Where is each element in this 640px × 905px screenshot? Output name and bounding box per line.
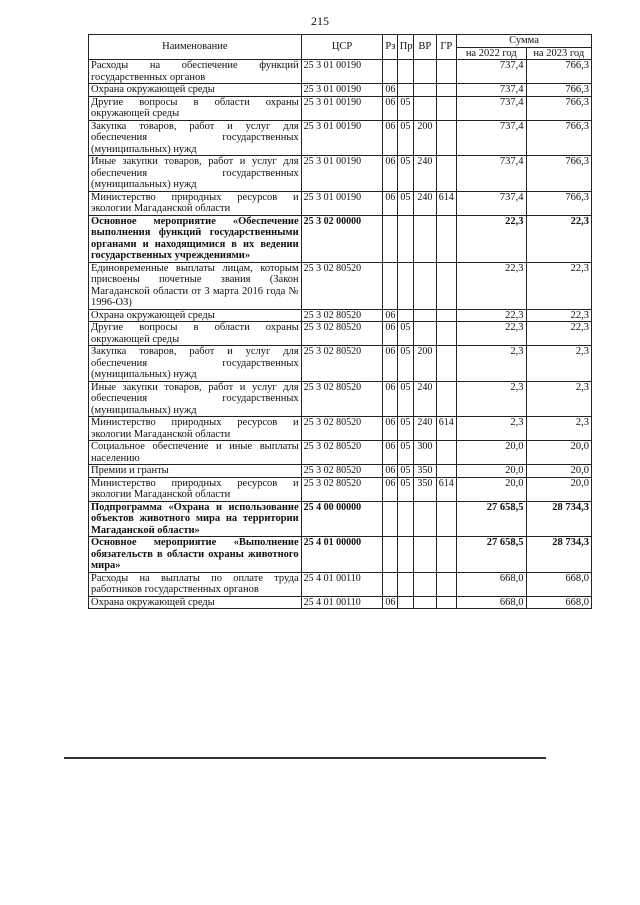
row-name: Расходы на выплаты по оплате труда работников государственных органов: [89, 572, 302, 596]
table-row: [89, 441, 592, 465]
table-row: [89, 120, 592, 156]
row-pr: 05: [397, 120, 413, 156]
row-gr: 614: [436, 191, 456, 215]
row-sum-2023: 2,3: [526, 381, 591, 417]
row-pr: [397, 60, 413, 84]
row-pr: 05: [397, 346, 413, 382]
row-csr: 25 3 02 80520: [301, 441, 383, 465]
row-pr: 05: [397, 322, 413, 346]
row-vr: 300: [414, 441, 436, 465]
row-pr: [397, 537, 413, 573]
table-row: [89, 477, 592, 501]
row-gr: [436, 262, 456, 309]
row-sum-2022: 737,4: [457, 120, 527, 156]
row-csr: 25 3 02 80520: [301, 322, 383, 346]
row-rz: 06: [383, 120, 397, 156]
row-name: Расходы на обеспечение функций государственных органов: [89, 60, 302, 84]
row-sum-2023: 28 734,3: [526, 537, 591, 573]
row-sum-2022: 27 658,5: [457, 501, 527, 537]
row-csr: 25 3 02 80520: [301, 417, 383, 441]
table-row: [89, 596, 592, 609]
row-pr: [397, 262, 413, 309]
table-row: [89, 215, 592, 262]
row-rz: [383, 572, 397, 596]
row-csr: 25 3 02 80520: [301, 346, 383, 382]
header-pr: Пр: [397, 35, 413, 60]
table-row: [89, 156, 592, 192]
row-vr: [414, 215, 436, 262]
row-rz: 06: [383, 84, 397, 97]
row-gr: [436, 96, 456, 120]
row-sum-2023: 20,0: [526, 441, 591, 465]
row-gr: [436, 60, 456, 84]
row-sum-2023: 22,3: [526, 309, 591, 322]
row-pr: [397, 309, 413, 322]
row-rz: 06: [383, 309, 397, 322]
row-sum-2023: 2,3: [526, 417, 591, 441]
row-vr: [414, 84, 436, 97]
row-csr: 25 3 02 80520: [301, 381, 383, 417]
row-csr: 25 3 01 00190: [301, 60, 383, 84]
row-gr: [436, 215, 456, 262]
table-row: [89, 346, 592, 382]
row-sum-2022: 737,4: [457, 156, 527, 192]
row-pr: [397, 84, 413, 97]
row-csr: 25 3 01 00190: [301, 84, 383, 97]
row-sum-2023: 22,3: [526, 262, 591, 309]
header-csr: ЦСР: [301, 35, 383, 60]
row-vr: 240: [414, 156, 436, 192]
row-sum-2023: 22,3: [526, 322, 591, 346]
row-csr: 25 3 01 00190: [301, 120, 383, 156]
row-sum-2022: 22,3: [457, 309, 527, 322]
row-rz: 06: [383, 381, 397, 417]
footer-divider: [64, 757, 546, 759]
row-rz: [383, 537, 397, 573]
row-rz: 06: [383, 96, 397, 120]
row-gr: [436, 322, 456, 346]
row-gr: [436, 120, 456, 156]
row-name: Министерство природных ресурсов и экологии Магаданской области: [89, 477, 302, 501]
row-name: Другие вопросы в области охраны окружающей среды: [89, 96, 302, 120]
row-name: Закупка товаров, работ и услуг для обеспечения государственных (муниципальных) нужд: [89, 346, 302, 382]
header-year-2022: на 2022 год: [457, 47, 527, 60]
row-csr: 25 4 01 00110: [301, 596, 383, 609]
row-name: Социальное обеспечение и иные выплаты населению: [89, 441, 302, 465]
table-row: [89, 96, 592, 120]
header-name: Наименование: [89, 35, 302, 60]
row-sum-2022: 737,4: [457, 96, 527, 120]
table-row: [89, 572, 592, 596]
row-sum-2022: 2,3: [457, 417, 527, 441]
row-sum-2022: 22,3: [457, 262, 527, 309]
table-row: [89, 537, 592, 573]
row-pr: 05: [397, 441, 413, 465]
row-pr: 05: [397, 156, 413, 192]
row-pr: [397, 501, 413, 537]
row-rz: [383, 215, 397, 262]
header-rz: Рз: [383, 35, 397, 60]
row-name: Охрана окружающей среды: [89, 596, 302, 609]
row-rz: 06: [383, 322, 397, 346]
row-sum-2023: 28 734,3: [526, 501, 591, 537]
row-vr: 240: [414, 417, 436, 441]
row-gr: 614: [436, 477, 456, 501]
row-sum-2022: 737,4: [457, 84, 527, 97]
row-sum-2022: 668,0: [457, 572, 527, 596]
row-rz: 06: [383, 191, 397, 215]
row-sum-2022: 27 658,5: [457, 537, 527, 573]
row-rz: 06: [383, 156, 397, 192]
table-header: [89, 35, 592, 60]
row-gr: [436, 465, 456, 478]
table-row: [89, 60, 592, 84]
row-rz: [383, 501, 397, 537]
page-number: 215: [311, 14, 329, 28]
row-rz: 06: [383, 465, 397, 478]
table-row: [89, 262, 592, 309]
row-sum-2022: 737,4: [457, 191, 527, 215]
row-pr: 05: [397, 465, 413, 478]
row-vr: 200: [414, 120, 436, 156]
table-row: [89, 465, 592, 478]
row-gr: [436, 572, 456, 596]
row-name: Другие вопросы в области охраны окружающей среды: [89, 322, 302, 346]
row-vr: [414, 572, 436, 596]
row-csr: 25 3 02 80520: [301, 262, 383, 309]
header-gr: ГР: [436, 35, 456, 60]
row-csr: 25 3 02 00000: [301, 215, 383, 262]
row-sum-2023: 22,3: [526, 215, 591, 262]
row-sum-2023: 766,3: [526, 120, 591, 156]
row-sum-2022: 2,3: [457, 381, 527, 417]
row-gr: [436, 537, 456, 573]
row-gr: 614: [436, 417, 456, 441]
row-sum-2023: 766,3: [526, 156, 591, 192]
row-sum-2022: 737,4: [457, 60, 527, 84]
row-rz: 06: [383, 596, 397, 609]
row-name: Охрана окружающей среды: [89, 84, 302, 97]
row-vr: 240: [414, 191, 436, 215]
row-sum-2022: 20,0: [457, 477, 527, 501]
row-name: Иные закупки товаров, работ и услуг для обеспечения государственных (муниципальных) нужд: [89, 156, 302, 192]
table-row: [89, 191, 592, 215]
row-vr: [414, 322, 436, 346]
row-pr: 05: [397, 417, 413, 441]
row-gr: [436, 346, 456, 382]
row-sum-2022: 2,3: [457, 346, 527, 382]
row-name: Единовременные выплаты лицам, которым присвоены почетные звания (Закон Магаданской области от 3 марта 2016 года № 1996-ОЗ): [89, 262, 302, 309]
row-name: Подпрограмма «Охрана и использование объектов животного мира на территории Магаданской области»: [89, 501, 302, 537]
row-pr: [397, 596, 413, 609]
row-csr: 25 4 00 00000: [301, 501, 383, 537]
row-pr: 05: [397, 191, 413, 215]
row-sum-2023: 766,3: [526, 96, 591, 120]
row-rz: 06: [383, 441, 397, 465]
row-sum-2022: 668,0: [457, 596, 527, 609]
row-vr: [414, 60, 436, 84]
row-gr: [436, 441, 456, 465]
row-name: Закупка товаров, работ и услуг для обеспечения государственных (муниципальных) нужд: [89, 120, 302, 156]
row-sum-2022: 20,0: [457, 465, 527, 478]
row-csr: 25 4 01 00110: [301, 572, 383, 596]
row-vr: [414, 262, 436, 309]
row-name: Основное мероприятие «Выполнение обязательств в области охраны животного мира»: [89, 537, 302, 573]
row-sum-2023: 20,0: [526, 477, 591, 501]
row-rz: 06: [383, 346, 397, 382]
row-gr: [436, 84, 456, 97]
row-sum-2022: 20,0: [457, 441, 527, 465]
row-csr: 25 3 01 00190: [301, 191, 383, 215]
row-name: Премии и гранты: [89, 465, 302, 478]
row-csr: 25 3 02 80520: [301, 309, 383, 322]
table-row: [89, 84, 592, 97]
row-gr: [436, 596, 456, 609]
table-row: [89, 501, 592, 537]
row-gr: [436, 381, 456, 417]
row-sum-2023: 20,0: [526, 465, 591, 478]
row-sum-2022: 22,3: [457, 322, 527, 346]
row-rz: 06: [383, 417, 397, 441]
row-vr: [414, 501, 436, 537]
row-vr: [414, 596, 436, 609]
row-vr: 240: [414, 381, 436, 417]
row-sum-2023: 766,3: [526, 191, 591, 215]
row-gr: [436, 501, 456, 537]
row-rz: 06: [383, 477, 397, 501]
row-rz: [383, 60, 397, 84]
table-row: [89, 417, 592, 441]
row-csr: 25 4 01 00000: [301, 537, 383, 573]
row-gr: [436, 156, 456, 192]
header-sum: Сумма: [457, 35, 592, 48]
row-vr: 200: [414, 346, 436, 382]
row-vr: 350: [414, 465, 436, 478]
row-pr: 05: [397, 477, 413, 501]
table-row: [89, 381, 592, 417]
row-name: Охрана окружающей среды: [89, 309, 302, 322]
row-sum-2023: 766,3: [526, 84, 591, 97]
row-name: Министерство природных ресурсов и экологии Магаданской области: [89, 191, 302, 215]
budget-table: [88, 34, 592, 609]
row-rz: [383, 262, 397, 309]
row-vr: [414, 96, 436, 120]
row-pr: 05: [397, 381, 413, 417]
table-row: [89, 322, 592, 346]
row-csr: 25 3 02 80520: [301, 477, 383, 501]
row-sum-2022: 22,3: [457, 215, 527, 262]
header-year-2023: на 2023 год: [526, 47, 591, 60]
row-csr: 25 3 01 00190: [301, 96, 383, 120]
row-name: Иные закупки товаров, работ и услуг для обеспечения государственных (муниципальных) нужд: [89, 381, 302, 417]
row-sum-2023: 2,3: [526, 346, 591, 382]
table-body: [89, 60, 592, 609]
row-pr: [397, 572, 413, 596]
row-sum-2023: 668,0: [526, 596, 591, 609]
row-csr: 25 3 02 80520: [301, 465, 383, 478]
header-vr: ВР: [414, 35, 436, 60]
row-pr: 05: [397, 96, 413, 120]
row-vr: [414, 309, 436, 322]
row-vr: [414, 537, 436, 573]
row-sum-2023: 766,3: [526, 60, 591, 84]
row-gr: [436, 309, 456, 322]
table-row: [89, 309, 592, 322]
row-csr: 25 3 01 00190: [301, 156, 383, 192]
row-sum-2023: 668,0: [526, 572, 591, 596]
row-name: Основное мероприятие «Обеспечение выполнения функций государственными органами и находящимися в их ведении государственных учреждениями»: [89, 215, 302, 262]
row-vr: 350: [414, 477, 436, 501]
row-name: Министерство природных ресурсов и экологии Магаданской области: [89, 417, 302, 441]
row-pr: [397, 215, 413, 262]
